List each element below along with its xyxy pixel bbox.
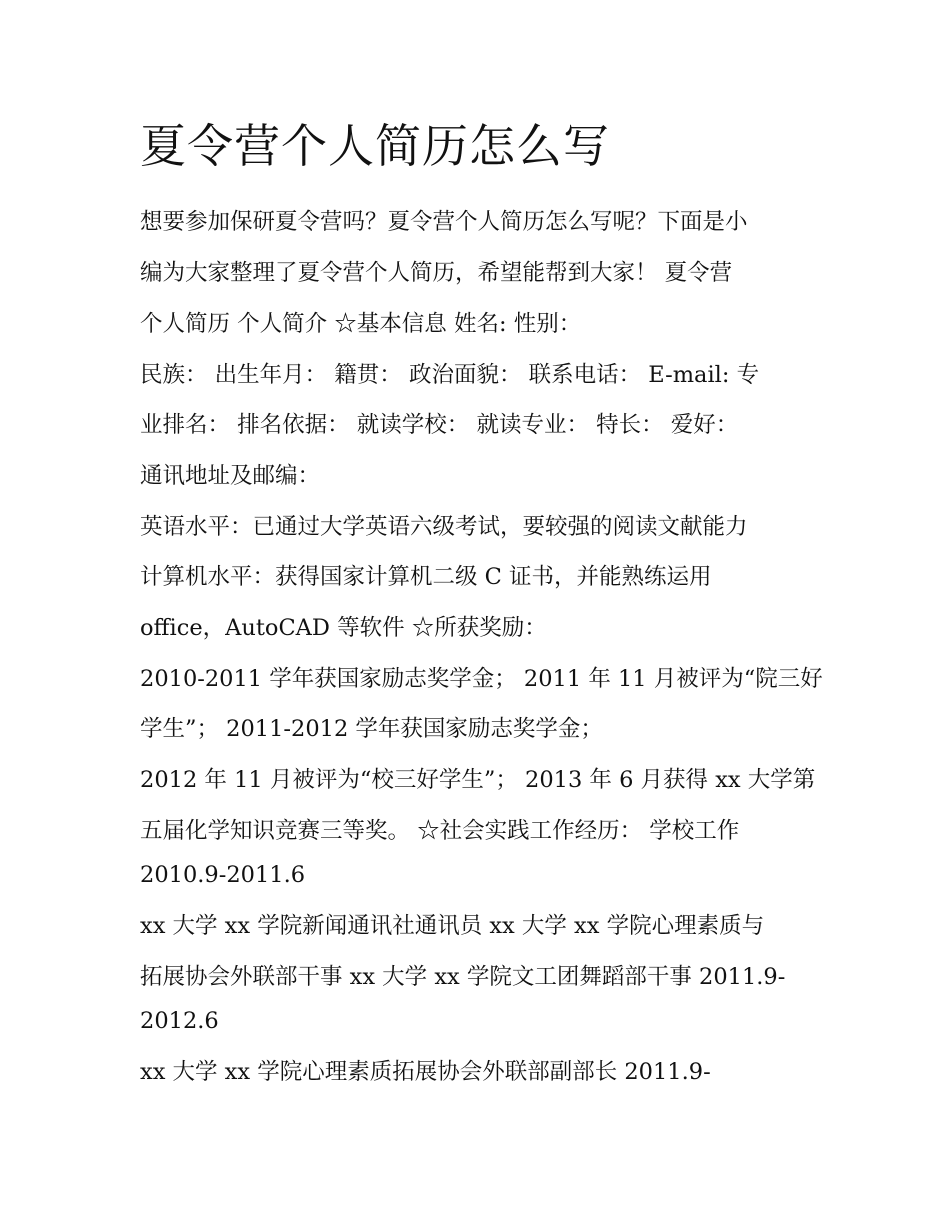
body-line: 2012.6 [140,1008,219,1034]
body-line: 学生”； 2011-2012 学年获国家励志奖学金； [140,716,603,742]
body-line: 个人简历 个人简介 ☆基本信息 姓名: 性别： [140,311,582,337]
body-line: 业排名： 排名依据： 就读学校： 就读专业： 特长： 爱好： [140,412,739,438]
body-line: 想要参加保研夏令营吗？夏令营个人简历怎么写呢？下面是小 [140,209,748,235]
body-line: 拓展协会外联部干事 xx 大学 xx 学院文工团舞蹈部干事 2011.9- [140,964,786,990]
body-line: 通讯地址及邮编： [140,463,321,489]
body-line: 2012 年 11 月被评为“校三好学生”； 2013 年 6 月获得 xx 大学第 [140,767,816,793]
body-line: 计算机水平：获得国家计算机二级 C 证书，并能熟练运用 [140,564,712,590]
body-line: xx 大学 xx 学院心理素质拓展协会外联部副部长 2011.9- [140,1059,711,1085]
body-line: xx 大学 xx 学院新闻通讯社通讯员 xx 大学 xx 学院心理素质与 [140,913,765,939]
body-line: 编为大家整理了夏令营个人简历，希望能帮到大家！ 夏令营 [140,260,733,286]
body-line: 英语水平：已通过大学英语六级考试，要较强的阅读文献能力 [140,514,748,540]
body-line: 2010.9-2011.6 [140,862,306,888]
body-line: office，AutoCAD 等软件 ☆所获奖励： [140,615,547,641]
body-line: 2010-2011 学年获国家励志奖学金； 2011 年 11 月被评为“院三好 [140,666,823,692]
body-line: 民族： 出生年月： 籍贯： 政治面貌： 联系电话： E-mail: 专 [140,362,760,388]
document-title: 夏令营个人简历怎么写 [140,119,610,173]
body-line: 五届化学知识竞赛三等奖。 ☆社会实践工作经历： 学校工作 [140,818,740,844]
